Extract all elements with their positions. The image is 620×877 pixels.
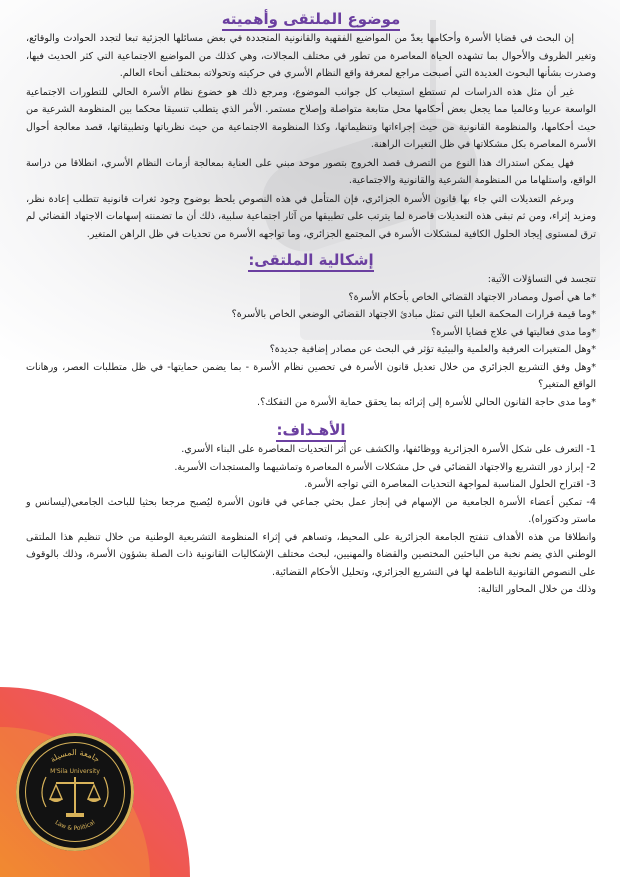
university-logo (16, 733, 134, 851)
section-topic (26, 8, 596, 243)
logo-bottom-text: Law & Political (53, 818, 97, 833)
topic-paragraph: فهل يمكن استدراك هذا النوع من التصرف قصد الخروج بتصور موحد مبني على العناية بمعالجة أزمات النظام الأسري، انطلاقا من دراسة الواقع، واستلهاما من المنظومة الشرعية والقانونية والاجتماعية. (26, 157, 596, 186)
logo-university-en: M'Sila University (50, 768, 100, 775)
problem-question: *وما مدى حاجة القانون الحالي للأسرة إلى إثرائه بما يحقق حماية الأسرة من التفكك؟. (257, 396, 596, 408)
topic-paragraph: غير أن مثل هذه الدراسات لم تستطع استيعاب كل جوانب الموضوع، ومرجع ذلك هو خضوع نظام الأسرة الحالي للتطورات الاجتماعية الواسعة عربيا وعالميا مما يجعل بعض أحكامها محل متابعة متواصلة وإصلاح مستمر. الأمر الذي يتطلب تنسيقا محكما بين المنظومة الشرعية من حيث أحكامها، والمنظومة القانونية من حيث إجراءاتها وتنظيماتها، وكذا المنظومة الاجتماعية من حيث نظرياتها وتطبيقاتها، قصد معالجة أحوال الأسرة المعاصرة بكل مشكلاتها في ظل التغيرات الراهنة. (26, 86, 596, 150)
section-objectives-title: الأهـداف: (26, 419, 596, 441)
problem-question: *وما قيمة قرارات المحكمة العليا التي تمثل مبادئ الاجتهاد القضائي الوضعي الخاص بالأسرة؟ (231, 309, 596, 320)
topic-paragraph: وبرغم التعديلات التي جاء بها قانون الأسرة الجزائري، فإن المتأمل في هذه النصوص يلحظ بوضوح وجود ثغرات قانونية تتطلب إعادة نظر، ومزيد إثراء، ومن ثم تبقى هذه التعديلات قاصرة لما يترتب على تطبيقها من آثار اجتماعية سلبية، ذلك أن ما تضمنته إسهامات الاجتهاد القضائي لم ترق لمستوى إيجاد الحلول الكافية لمشكلات الأسرة في المجتمع الجزائري، وما تواجهه الأسرة من تحديات في ظل الراهن المتغير. (26, 193, 596, 240)
svg-text:Law & Political (54, 819, 97, 832)
problem-question: *ما هي أصول ومصادر الاجتهاد القضائي الخاص بأحكام الأسرة؟ (348, 291, 596, 303)
objective-item: 2- إبراز دور التشريع والاجتهاد القضائي في حل مشكلات الأسرة المعاصرة وتماشيهما والمستجدات الأسرية. (174, 461, 596, 473)
scales-of-justice-icon (16, 733, 134, 851)
objective-item: 4- تمكين أعضاء الأسرة الجامعية من الإسهام في إنجاز عمل بحثي جماعي في قانون الأسرة ليُصبح مرجعا بحثيا للباحث الجامعي(ليسانس و ماستر ودكتوراه). (26, 496, 596, 525)
closing-paragraph: وانطلاقا من هذه الأهداف تنفتح الجامعة الجزائرية على المحيط، وتساهم في إثراء المنظومة التشريعية الوطنية من خلال تنظيم هذا الملتقى الوطني الذي يضم نخبة من الباحثين المختصين والقضاة والمهنيين، لبحث مختلف الإشكاليات القانونية ذات الصلة بشؤون الأسرة، وذلك بالوقوف على النصوص القانونية الناظمة لها في التشريع الجزائري، وتحليل الأحكام القضائية. (26, 531, 596, 578)
objective-item: 1- التعرف على شكل الأسرة الجزائرية ووظائفها، والكشف عن أثر التحديات المعاصرة على البناء الأسري. (181, 444, 596, 455)
section-problem-title: إشكالية الملتقى: (26, 249, 596, 271)
problem-question: *وما مدى فعاليتها في علاج قضايا الأسرة؟ (431, 326, 596, 338)
closing-paragraph: وذلك من خلال المحاور التالية: (477, 584, 596, 595)
topic-paragraph: إن البحث في قضايا الأسرة وأحكامها يعدّ من المواضيع الفقهية والقانونية المتجددة في بعض مسائلها الجزئية تبعا لتجدد الحوادث والوقائع، وتغير الظروف والأحوال بما تشهده الحياة المعاصرة من تطور في مختلف المجالات، وهي كذلك من المواضيع الاجتماعية التي كثر الحديث فيها، وصدرت بشأنها البحوث العديدة التي أصبحت مراجع لمعرفة واقع النظام الأسري في حركيته وتحولاته بمختلف أنحاء العالم. (26, 33, 596, 79)
logo-top-text: جامعة المسيلة (48, 747, 102, 765)
section-problem (26, 249, 596, 411)
problem-intro: تتجسد في التساؤلات الآتية: (487, 274, 596, 285)
svg-text:جامعة المسيلة (49, 748, 102, 764)
problem-question: *وهل وفق التشريع الجزائري من خلال تعديل قانون الأسرة في تحصين نظام الأسرة - بما يضمن حمايتها- في ظل متطلبات العصر، ورهانات الواقع المتغير؟ (26, 361, 596, 390)
objective-item: 3- اقتراح الحلول المناسبة لمواجهة التحديات المعاصرة التي تواجه الأسرة. (304, 479, 596, 490)
section-objectives (26, 419, 596, 599)
problem-question: *وهل المتغيرات العرفية والعلمية والبيئية تؤثر في البحث عن مصادر إضافية جديدة؟ (269, 344, 596, 355)
section-topic-title: موضوع الملتقى وأهميته (26, 8, 596, 30)
document-body (26, 8, 596, 599)
